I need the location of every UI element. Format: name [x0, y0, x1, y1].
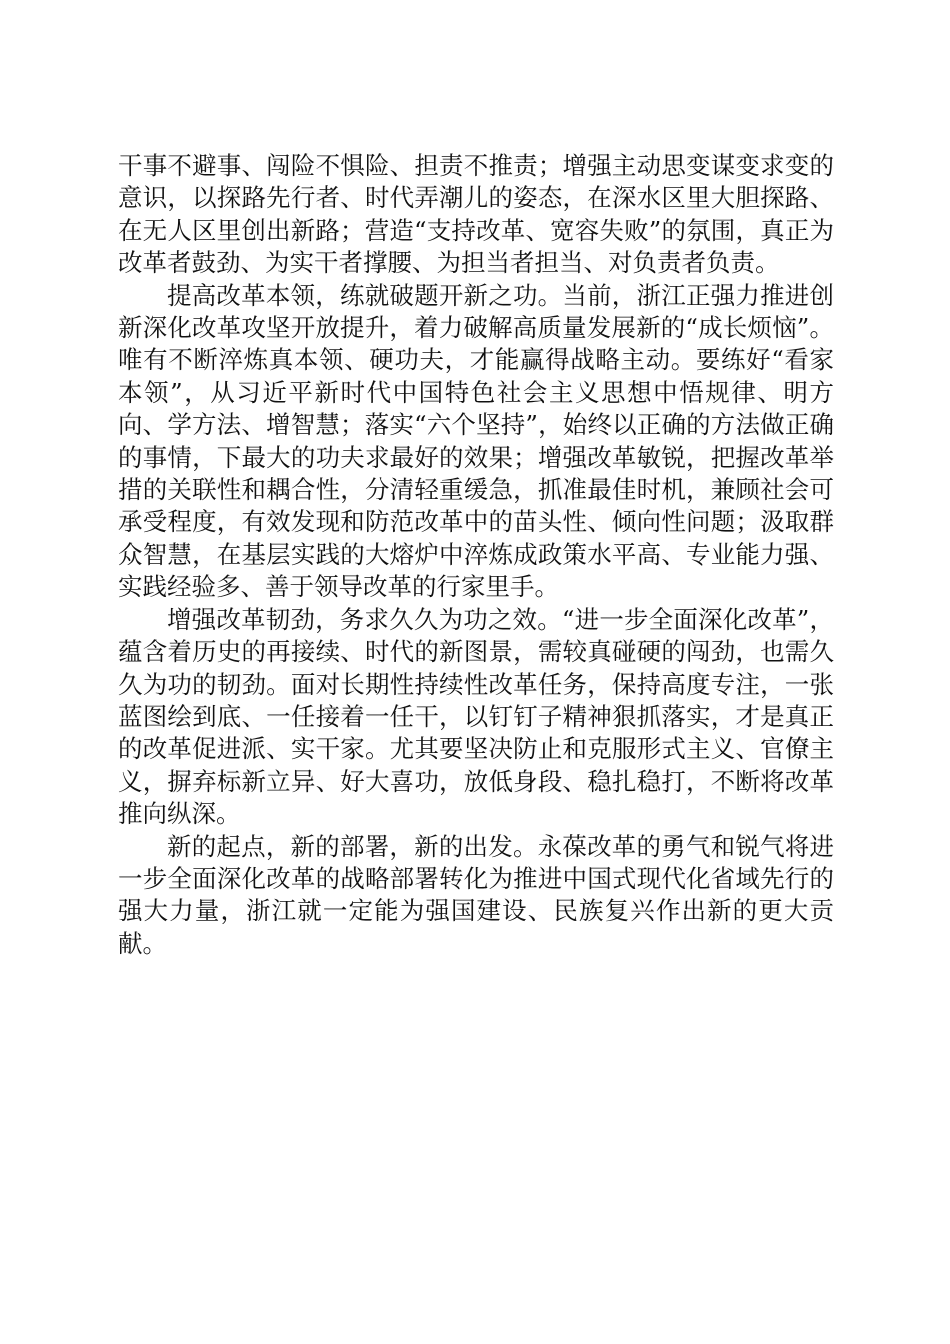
- paragraph-4: 新的起点，新的部署，新的出发。永葆改革的勇气和锐气将进一步全面深化改革的战略部署转化为推进中国式现代化省域先行的强大力量，浙江就一定能为强国建设、民族复兴作出新的更大贡献。: [118, 831, 834, 958]
- paragraph-2: 提高改革本领，练就破题开新之功。当前，浙江正强力推进创新深化改革攻坚开放提升，着力破解高质量发展新的“成长烦恼”。唯有不断淬炼真本领、硬功夫，才能赢得战略主动。要练好“看家本领”，从习近平新时代中国特色社会主义思想中悟规律、明方向、学方法、增智慧；落实“六个坚持”，始终以正确的方法做正确的事情，下最大的功夫求最好的效果；增强改革敏锐，把握改革举措的关联性和耦合性，分清轻重缓急，抓准最佳时机，兼顾社会可承受程度，有效发现和防范改革中的苗头性、倾向性问题；汲取群众智慧，在基层实践的大熔炉中淬炼成政策水平高、专业能力强、实践经验多、善于领导改革的行家里手。: [118, 280, 834, 602]
- paragraph-3: 增强改革韧劲，务求久久为功之效。“进一步全面深化改革”，蕴含着历史的再接续、时代的新图景，需较真碰硬的闯劲，也需久久为功的韧劲。面对长期性持续性改革任务，保持高度专注，一张蓝图绘到底、一任接着一任干，以钉钉子精神狠抓落实，才是真正的改革促进派、实干家。尤其要坚决防止和克服形式主义、官僚主义，摒弃标新立异、好大喜功，放低身段、稳扎稳打，不断将改革推向纵深。: [118, 604, 834, 829]
- paragraph-1: 干事不避事、闯险不惧险、担责不推责；增强主动思变谋变求变的意识，以探路先行者、时代弄潮儿的姿态，在深水区里大胆探路、在无人区里创出新路；营造“支持改革、宽容失败”的氛围，真正为改革者鼓劲、为实干者撑腰、为担当者担当、对负责者负责。: [118, 151, 834, 278]
- document-page: [118, 150, 834, 960]
